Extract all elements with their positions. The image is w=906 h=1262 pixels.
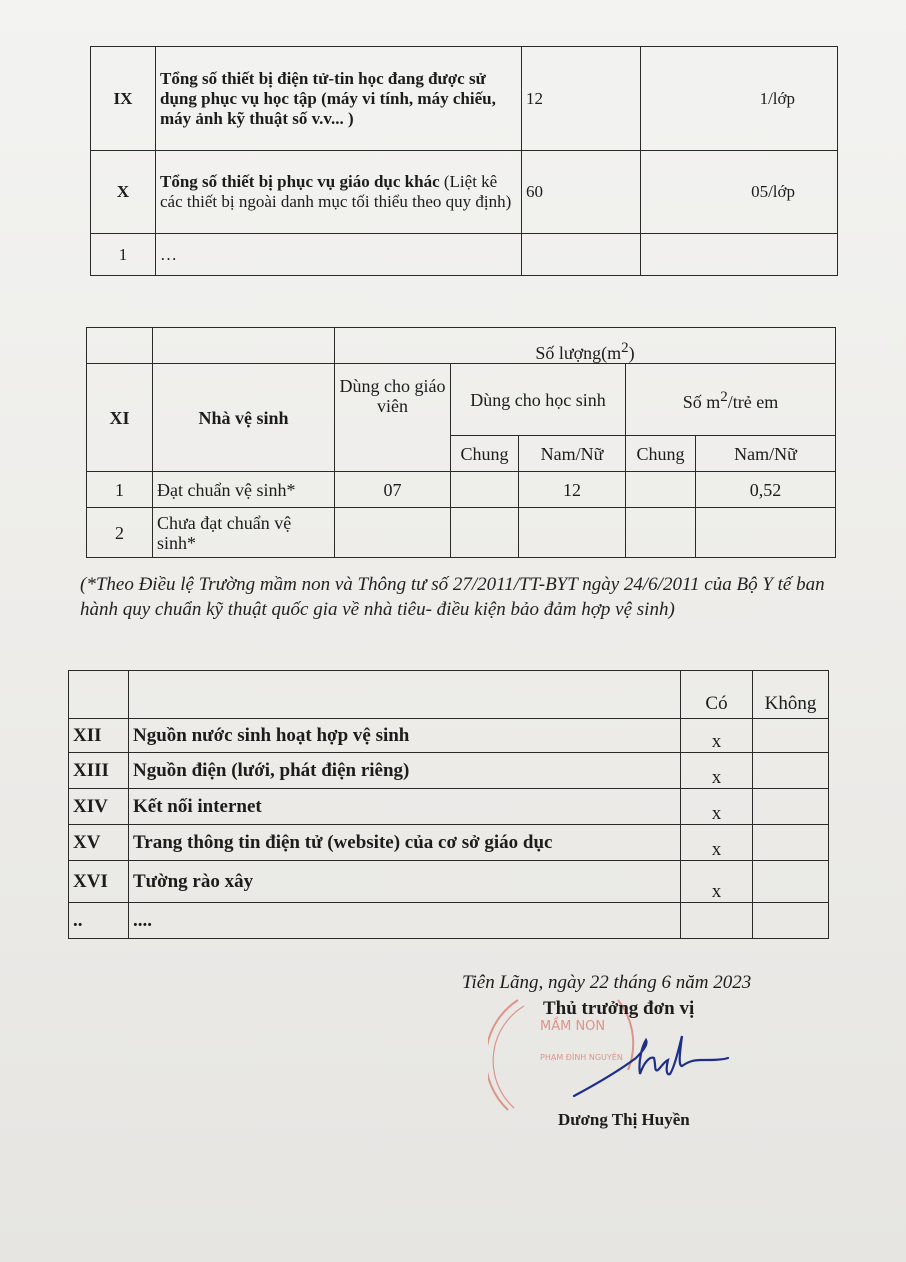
table-row bbox=[69, 753, 829, 789]
table-row bbox=[69, 861, 829, 903]
quantity-header-sup: 2 bbox=[621, 340, 629, 356]
handwritten-signature bbox=[570, 1022, 730, 1102]
row-label: Chưa đạt chuẩn vệ sinh* bbox=[153, 508, 335, 558]
sub-header-chung: Chung bbox=[626, 436, 696, 472]
row-student-chung bbox=[451, 508, 519, 558]
row-label: Tường rào xây bbox=[129, 861, 681, 903]
row-ratio: 1/lớp bbox=[641, 47, 838, 151]
row-m2-chung bbox=[626, 472, 696, 508]
section-title: Nhà vệ sinh bbox=[153, 364, 335, 472]
row-description bbox=[156, 151, 522, 234]
row-number: 2 bbox=[87, 508, 153, 558]
table-row bbox=[87, 508, 836, 558]
empty-cell bbox=[153, 328, 335, 364]
signatory-name: Dương Thị Huyền bbox=[558, 1110, 690, 1129]
table-row bbox=[69, 671, 829, 719]
signature-title: Thủ trưởng đơn vị bbox=[543, 998, 695, 1019]
quantity-header-text: Số lượng(m bbox=[535, 343, 622, 363]
row-co bbox=[681, 903, 753, 939]
row-co: x bbox=[681, 825, 753, 861]
row-label: Nguồn điện (lưới, phát điện riêng) bbox=[129, 753, 681, 789]
row-ratio bbox=[641, 234, 838, 276]
row-khong bbox=[753, 753, 829, 789]
row-khong bbox=[753, 825, 829, 861]
row-label: Đạt chuẩn vệ sinh* bbox=[153, 472, 335, 508]
row-khong bbox=[753, 861, 829, 903]
table-row bbox=[69, 825, 829, 861]
quantity-header-end: ) bbox=[628, 343, 635, 363]
row-khong bbox=[753, 719, 829, 753]
sub-header-namnu: Nam/Nữ bbox=[519, 436, 626, 472]
table-row bbox=[87, 328, 836, 364]
teacher-header: Dùng cho giáo viên bbox=[335, 364, 451, 472]
student-header: Dùng cho học sinh bbox=[451, 364, 626, 436]
table-row bbox=[87, 472, 836, 508]
table-row bbox=[91, 151, 838, 234]
table-row bbox=[87, 364, 836, 436]
quantity-header bbox=[335, 328, 836, 364]
facilities-table bbox=[68, 670, 829, 939]
m2-header-sup: 2 bbox=[720, 389, 728, 405]
table-row bbox=[69, 789, 829, 825]
row-number: XV bbox=[69, 825, 129, 861]
row-description: … bbox=[156, 234, 522, 276]
m2-header-text: Số m bbox=[682, 392, 721, 412]
row-co: x bbox=[681, 861, 753, 903]
header-khong: Không bbox=[753, 671, 829, 719]
row-description: Tổng số thiết bị điện tử-tin học đang được sử dụng phục vụ học tập (máy vi tính, máy chiếu, máy ảnh kỹ thuật số v.v... ) bbox=[156, 47, 522, 151]
row-number: IX bbox=[91, 47, 156, 151]
row-label: Trang thông tin điện tử (website) của cơ sở giáo dục bbox=[129, 825, 681, 861]
stamp-text: MẦM NON bbox=[540, 1019, 606, 1034]
row-khong bbox=[753, 789, 829, 825]
header-co: Có bbox=[681, 671, 753, 719]
row-teacher: 07 bbox=[335, 472, 451, 508]
row-khong bbox=[753, 903, 829, 939]
row-m2-namnu bbox=[696, 508, 836, 558]
row-number: X bbox=[91, 151, 156, 234]
row-m2-namnu: 0,52 bbox=[696, 472, 836, 508]
row-quantity: 60 bbox=[522, 151, 641, 234]
row-number: XIV bbox=[69, 789, 129, 825]
table-row bbox=[91, 47, 838, 151]
row-co: x bbox=[681, 719, 753, 753]
row-student-namnu bbox=[519, 508, 626, 558]
table-row bbox=[91, 234, 838, 276]
table-row bbox=[69, 719, 829, 753]
row-ratio: 05/lớp bbox=[641, 151, 838, 234]
row-label: Kết nối internet bbox=[129, 789, 681, 825]
empty-cell bbox=[129, 671, 681, 719]
row-student-chung bbox=[451, 472, 519, 508]
row-co: x bbox=[681, 753, 753, 789]
sub-header-chung: Chung bbox=[451, 436, 519, 472]
equipment-table bbox=[90, 46, 838, 276]
row-label: .... bbox=[129, 903, 681, 939]
row-number: XIII bbox=[69, 753, 129, 789]
row-description-detail: (Liệt kê các thiết bị ngoài danh mục tối thiểu theo quy định) bbox=[160, 172, 512, 211]
m2-per-child-header bbox=[626, 364, 836, 436]
row-label: Nguồn nước sinh hoạt hợp vệ sinh bbox=[129, 719, 681, 753]
row-teacher bbox=[335, 508, 451, 558]
row-number: 1 bbox=[87, 472, 153, 508]
table-row bbox=[69, 903, 829, 939]
empty-cell bbox=[69, 671, 129, 719]
sub-header-namnu: Nam/Nữ bbox=[696, 436, 836, 472]
row-student-namnu: 12 bbox=[519, 472, 626, 508]
row-co: x bbox=[681, 789, 753, 825]
row-number: .. bbox=[69, 903, 129, 939]
m2-header-end: /trẻ em bbox=[727, 392, 779, 412]
section-number: XI bbox=[87, 364, 153, 472]
row-quantity bbox=[522, 234, 641, 276]
row-number: XVI bbox=[69, 861, 129, 903]
row-m2-chung bbox=[626, 508, 696, 558]
empty-cell bbox=[87, 328, 153, 364]
row-number: 1 bbox=[91, 234, 156, 276]
row-number: XII bbox=[69, 719, 129, 753]
row-description-title: Tổng số thiết bị phục vụ giáo dục khác bbox=[160, 172, 440, 191]
signature-date: Tiên Lãng, ngày 22 tháng 6 năm 2023 bbox=[462, 972, 752, 993]
footnote: (*Theo Điều lệ Trường mầm non và Thông tư số 27/2011/TT-BYT ngày 24/6/2011 của Bộ Y tế ban hành quy chuẩn kỹ thuật quốc gia về nhà tiêu- điều kiện bảo đảm hợp vệ sinh) bbox=[80, 574, 825, 620]
stamp-text: PHẠM ĐÌNH NGUYÊN bbox=[540, 1053, 623, 1062]
toilet-table bbox=[86, 327, 836, 558]
row-quantity: 12 bbox=[522, 47, 641, 151]
